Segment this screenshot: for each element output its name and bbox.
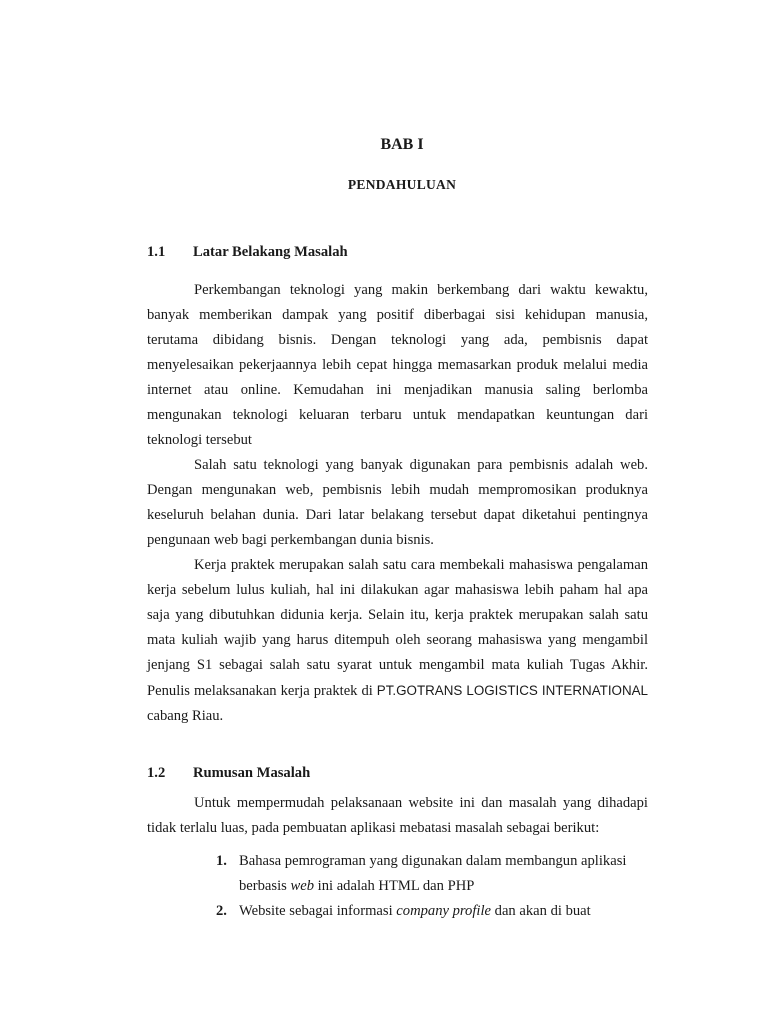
section-heading-2: [147, 765, 310, 782]
list-text-part: Bahasa pemrograman yang digunakan dalam membangun aplikasi berbasis: [239, 853, 627, 894]
paragraph: Perkembangan teknologi yang makin berkembang dari waktu kewaktu, banyak memberikan dampak yang positif diberbagai sisi kehidupan manusia, terutama dibidang bisnis. Dengan teknologi yang ada, pembisnis dapat menyelesaikan pekerjaannya lebih cepat hingga memasarkan produk melalui media internet atau online. Kemudahan ini menjadikan manusia saling berlomba mengunakan teknologi keluaran terbaru untuk mendapatkan keuntungan dari teknologi tersebut: [147, 282, 648, 448]
section-2-body: [147, 791, 648, 841]
list-text-part: Website sebagai informasi: [239, 903, 397, 919]
list-text-part: ini adalah HTML dan PHP: [314, 878, 475, 894]
list-item-text: [239, 899, 656, 924]
list-item: [216, 899, 656, 924]
chapter-subtitle: PENDAHULUAN: [347, 177, 457, 192]
italic-term: web: [290, 878, 314, 894]
chapter-title: BAB I: [380, 136, 424, 153]
section-number: 1.2: [147, 765, 166, 781]
list-text-part: dan akan di buat: [491, 903, 591, 919]
numbered-list: [216, 849, 656, 924]
paragraph: Salah satu teknologi yang banyak digunakan para pembisnis adalah web. Dengan mengunakan web, pembisnis lebih mudah mempromosikan produknya keseluruh belahan dunia. Dari latar belakang tersebut dapat diketahui pentingnya pengunaan web bagi perkembangan dunia bisnis.: [147, 457, 648, 548]
italic-term: company profile: [396, 903, 491, 919]
paragraph: [147, 553, 648, 729]
section-heading-1: [147, 244, 348, 261]
paragraph-end: cabang Riau.: [147, 708, 224, 724]
company-name: PT.GOTRANS LOGISTICS INTERNATIONAL: [376, 683, 649, 698]
list-item: [216, 849, 656, 899]
list-marker: 2.: [216, 903, 227, 919]
section-title: Latar Belakang Masalah: [193, 244, 348, 260]
list-marker: 1.: [216, 853, 227, 869]
paragraph: Untuk mempermudah pelaksanaan website ini dan masalah yang dihadapi tidak terlalu luas, pada pembuatan aplikasi mebatasi masalah sebagai berikut:: [147, 795, 648, 836]
section-title: Rumusan Masalah: [193, 765, 311, 781]
section-number: 1.1: [147, 244, 166, 260]
paragraph-text: Kerja praktek merupakan salah satu cara membekali mahasiswa pengalaman kerja sebelum lulus kuliah, hal ini dilakukan agar mahasiswa lebih paham hal apa saja yang dibutuhkan didunia kerja. Selain itu, kerja praktek merupakan salah satu mata kuliah wajib yang harus ditempuh oleh seorang mahasiswa yang mengambil jenjang S1 sebagai salah satu syarat untuk mengambil mata kuliah Tugas Akhir. Penulis melaksanakan kerja praktek di: [147, 557, 648, 699]
section-1-body: [147, 278, 648, 729]
list-item-text: [239, 849, 656, 899]
